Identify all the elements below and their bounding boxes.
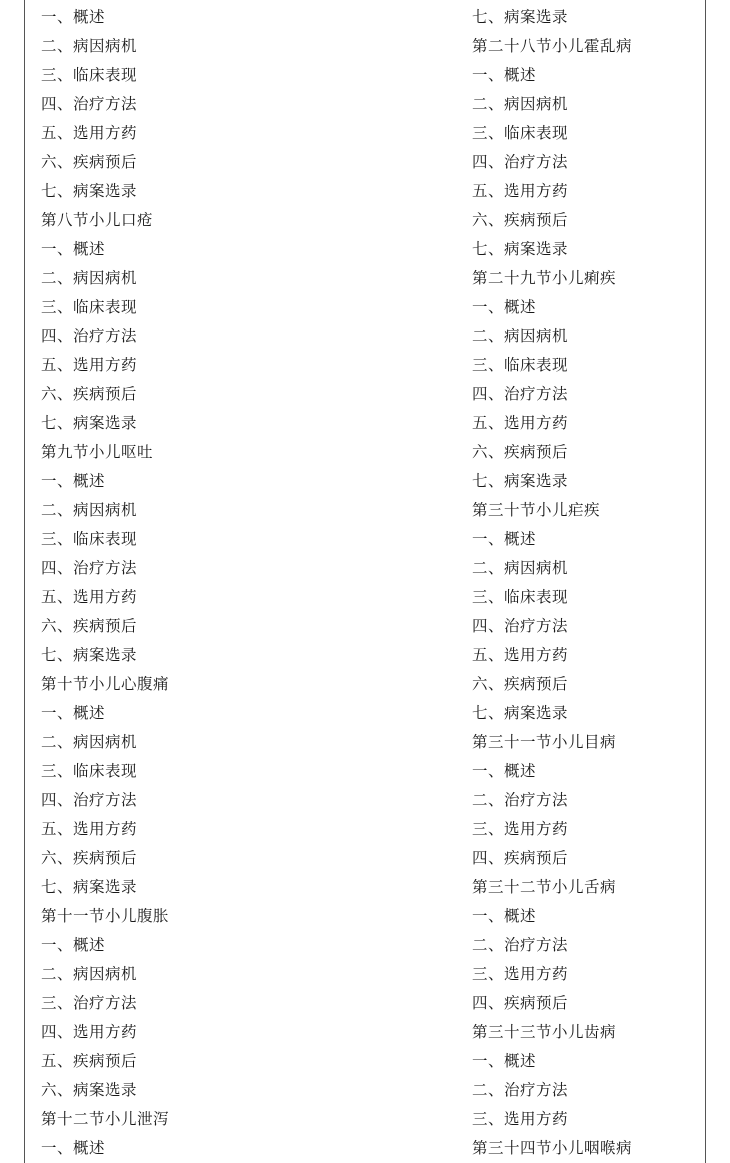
toc-left-column	[41, 3, 441, 1163]
toc-entry: 四、疾病预后	[472, 994, 569, 1012]
toc-entry: 五、选用方药	[41, 588, 138, 606]
toc-entry: 七、病案选录	[41, 646, 138, 664]
toc-entry: 六、疾病预后	[472, 443, 569, 461]
toc-entry: 三、选用方药	[472, 820, 569, 838]
toc-entry: 一、概述	[41, 240, 106, 258]
toc-entry: 六、疾病预后	[472, 211, 569, 229]
toc-entry: 四、治疗方法	[472, 153, 569, 171]
toc-entry: 二、治疗方法	[472, 1081, 569, 1099]
toc-entry: 三、临床表现	[41, 530, 138, 548]
toc-section-heading: 第十一节小儿腹胀	[41, 907, 170, 925]
toc-entry: 一、概述	[472, 762, 537, 780]
toc-entry: 七、病案选录	[472, 8, 569, 26]
toc-entry: 六、疾病预后	[41, 849, 138, 867]
toc-section-heading: 第三十三节小儿齿病	[472, 1023, 617, 1041]
toc-entry: 四、治疗方法	[41, 327, 138, 345]
toc-entry: 一、概述	[41, 8, 106, 26]
toc-entry: 三、选用方药	[472, 965, 569, 983]
toc-entry: 六、疾病预后	[472, 675, 569, 693]
toc-section-heading: 第三十节小儿疟疾	[472, 501, 601, 519]
toc-entry: 四、治疗方法	[41, 95, 138, 113]
toc-entry: 五、选用方药	[472, 182, 569, 200]
toc-entry: 三、临床表现	[472, 356, 569, 374]
toc-entry: 一、概述	[41, 1139, 106, 1157]
toc-entry: 五、疾病预后	[41, 1052, 138, 1070]
toc-section-heading: 第九节小儿呕吐	[41, 443, 154, 461]
toc-entry: 二、病因病机	[41, 37, 138, 55]
toc-entry: 一、概述	[472, 1052, 537, 1070]
toc-entry: 二、病因病机	[472, 327, 569, 345]
toc-entry: 三、临床表现	[472, 124, 569, 142]
toc-entry: 三、临床表现	[41, 762, 138, 780]
toc-entry: 一、概述	[472, 907, 537, 925]
toc-entry: 七、病案选录	[472, 472, 569, 490]
toc-entry: 三、选用方药	[472, 1110, 569, 1128]
toc-entry: 七、病案选录	[472, 704, 569, 722]
toc-section-heading: 第八节小儿口疮	[41, 211, 154, 229]
toc-entry: 二、病因病机	[41, 733, 138, 751]
toc-entry: 五、选用方药	[472, 646, 569, 664]
toc-section-heading: 第十二节小儿泄泻	[41, 1110, 170, 1128]
toc-section-heading: 第十节小儿心腹痛	[41, 675, 170, 693]
toc-section-heading: 第二十八节小儿霍乱病	[472, 37, 633, 55]
toc-entry: 一、概述	[41, 472, 106, 490]
toc-entry: 六、疾病预后	[41, 617, 138, 635]
toc-entry: 一、概述	[41, 704, 106, 722]
toc-entry: 二、病因病机	[41, 269, 138, 287]
toc-entry: 五、选用方药	[472, 414, 569, 432]
toc-entry: 二、治疗方法	[472, 936, 569, 954]
toc-entry: 二、病因病机	[472, 559, 569, 577]
toc-right-column	[472, 3, 712, 1163]
toc-entry: 三、临床表现	[41, 66, 138, 84]
toc-section-heading: 第三十一节小儿目病	[472, 733, 617, 751]
toc-entry: 二、病因病机	[41, 965, 138, 983]
toc-entry: 七、病案选录	[472, 240, 569, 258]
toc-entry: 四、选用方药	[41, 1023, 138, 1041]
toc-entry: 三、临床表现	[472, 588, 569, 606]
toc-entry: 一、概述	[41, 936, 106, 954]
toc-section-heading: 第三十四节小儿咽喉病	[472, 1139, 633, 1157]
toc-entry: 五、选用方药	[41, 356, 138, 374]
toc-entry: 七、病案选录	[41, 182, 138, 200]
toc-entry: 六、疾病预后	[41, 153, 138, 171]
toc-entry: 六、病案选录	[41, 1081, 138, 1099]
toc-entry: 二、病因病机	[41, 501, 138, 519]
toc-section-heading: 第二十九节小儿痢疾	[472, 269, 617, 287]
toc-entry: 七、病案选录	[41, 878, 138, 896]
toc-entry: 七、病案选录	[41, 414, 138, 432]
toc-entry: 四、疾病预后	[472, 849, 569, 867]
toc-section-heading: 第三十二节小儿舌病	[472, 878, 617, 896]
toc-entry: 四、治疗方法	[41, 791, 138, 809]
toc-entry: 一、概述	[472, 66, 537, 84]
toc-entry: 四、治疗方法	[41, 559, 138, 577]
toc-entry: 三、临床表现	[41, 298, 138, 316]
toc-entry: 五、选用方药	[41, 820, 138, 838]
toc-entry: 六、疾病预后	[41, 385, 138, 403]
toc-entry: 一、概述	[472, 298, 537, 316]
toc-entry: 三、治疗方法	[41, 994, 138, 1012]
toc-entry: 一、概述	[472, 530, 537, 548]
toc-entry: 二、治疗方法	[472, 791, 569, 809]
toc-entry: 四、治疗方法	[472, 385, 569, 403]
toc-entry: 四、治疗方法	[472, 617, 569, 635]
toc-entry: 二、病因病机	[472, 95, 569, 113]
toc-entry: 五、选用方药	[41, 124, 138, 142]
